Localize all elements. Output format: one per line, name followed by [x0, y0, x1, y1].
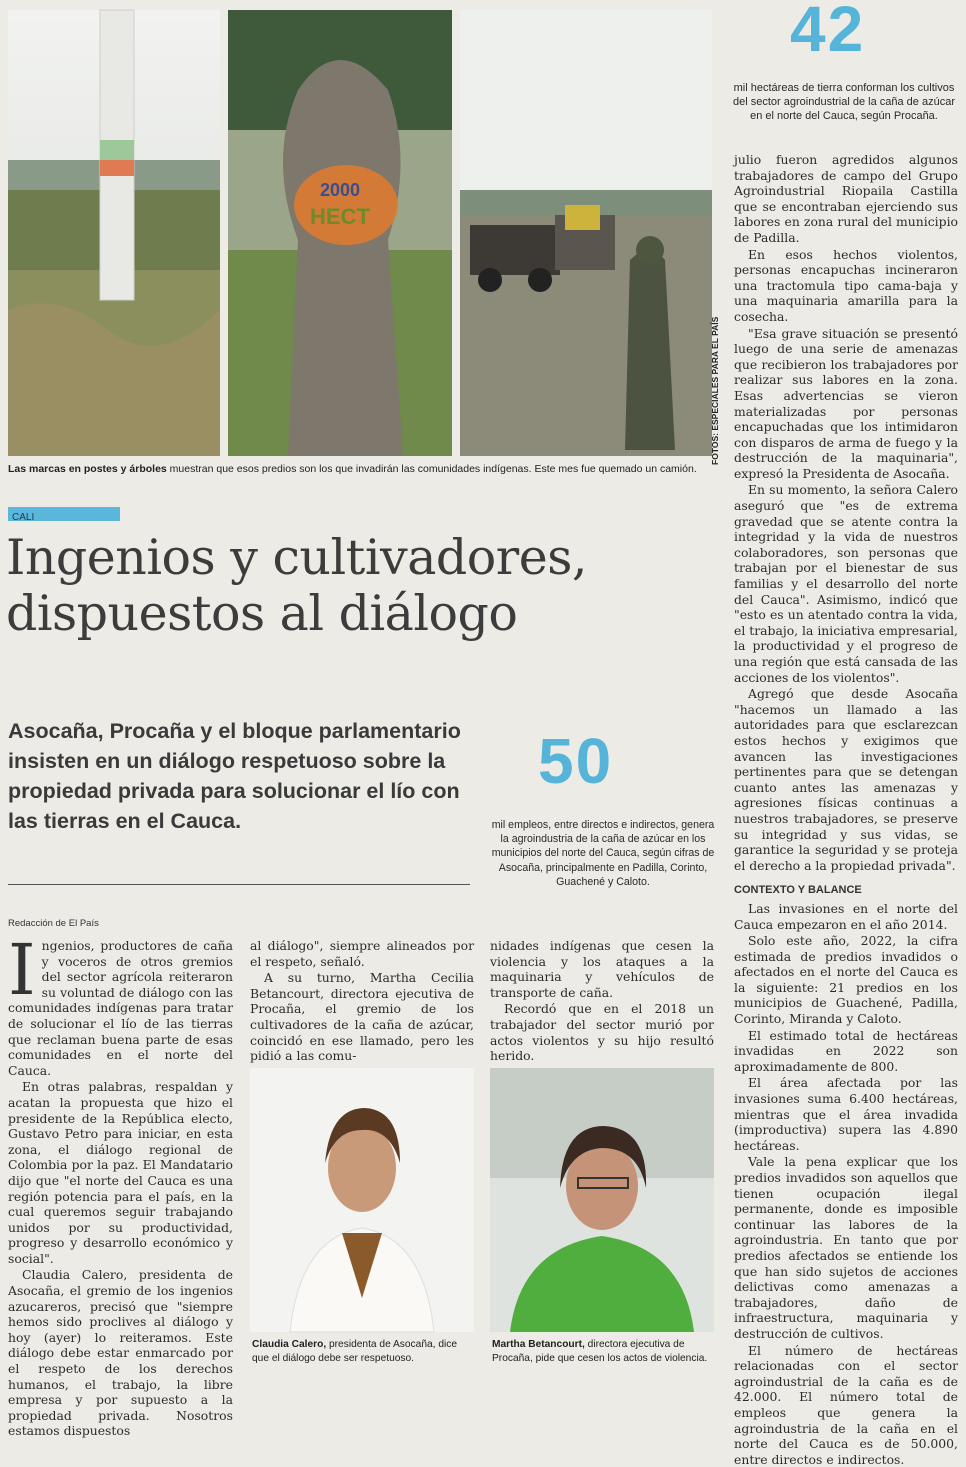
col4-paragraph-2: En esos hechos violentos, personas encapuchas incineraron una tractomula tipo cama-baja y una maquinaria amarilla para la cosecha.	[734, 246, 958, 324]
column-2	[250, 938, 474, 1064]
col3-paragraph-1: nidades indígenas que cesen la violencia y los ataques a la maquinaria y vehículos de transporte de caña.	[490, 938, 714, 1000]
stat-42-text: mil hectáreas de tierra conforman los cultivos del sector agroindustrial de la caña de azúcar en el norte del Cauca, según Procaña.	[733, 82, 955, 123]
betancourt-portrait	[490, 1068, 714, 1332]
col4-paragraph-6: Las invasiones en el norte del Cauca empezaron en el año 2014.	[734, 900, 958, 932]
col4-paragraph-10: Vale la pena explicar que los predios invadidos son aquellos que tienen ocupación ilegal permanente, donde es imposible continuar las labores de la agroindustria. En tanto que por predios afectados se entiende los que han sido sujetos de acciones delictivas como amenazas a trabajadores, daño de infraestructura, maquinaria y destrucción de cultivos.	[734, 1154, 958, 1341]
section-tag-label: CALI	[12, 512, 35, 523]
calero-caption-name: Claudia Calero,	[252, 1339, 327, 1350]
col4-paragraph-7: Solo este año, 2022, la cifra estimada de predios invadidos o afectados en el norte del Cauca es la siguiente: 21 predios en los municipios de Guachené, Padilla, Corinto, Miranda y Caloto.	[734, 933, 958, 1027]
column-3	[490, 938, 714, 1080]
col4-paragraph-11: El número de hectáreas relacionadas con el sector agroindustrial de la caña es de 42.000. El número total de empleos que genera la agroindustria de la caña en el norte del Cauca es de 50.000, entre directos e indirectos.	[734, 1342, 958, 1467]
col2-paragraph-1: al diálogo", siempre alineados por el respeto, señaló.	[250, 938, 474, 969]
headline	[6, 530, 726, 642]
tree-paint-text-2: HECT	[310, 204, 370, 229]
col1-paragraph-1: ngenios, productores de caña y voceros de otros gremios del sector agrícola reiteraron su voluntad de diálogo con las comunidades indígenas para tratar de solucionar el lío de las tierras que reclaman buena parte de esas comunidades en el norte del Cauca.	[8, 938, 233, 1078]
photo-caption-text: muestran que esos predios son los que invadirán las comunidades indígenas. Este mes fue quemado un camión.	[166, 463, 697, 475]
photo-caption	[8, 462, 708, 476]
col4-paragraph-1: julio fueron agredidos algunos trabajadores de campo del Grupo Agroindustrial Riopaila Castilla que se encontraban ejerciendo sus labores en zona rural del municipio de Padilla.	[734, 152, 958, 245]
dropcap: I	[8, 929, 36, 1011]
headline-line-2: dispuestos al diálogo	[6, 585, 518, 642]
calero-caption-text: presidenta de Asocaña, dice que el diálogo debe ser respetuoso.	[252, 1339, 458, 1364]
col1-paragraph-2: En otras palabras, respaldan y acatan la propuesta que hizo el presidente de la República electo, Gustavo Petro para iniciar, en esta zona, el diálogo regional de Colombia por la paz. El Mandatario dijo que "el norte del Cauca es una región potencia para el país, en la cual queremos seguir trabajando unidos por su productividad, progreso y desarrollo económico y social".	[8, 1079, 233, 1266]
context-subhead: CONTEXTO Y BALANCE	[734, 884, 862, 897]
pole-with-paint-marks-illustration	[8, 10, 220, 456]
stat-50-text: mil empleos, entre directos e indirectos, genera la agroindustria de la caña de azúcar en los municipios del norte del Cauca, según cifras de Asocaña, principalmente en Padilla, Corinto, Guachené y Caloto.	[491, 819, 715, 888]
byline: Redacción de El País	[8, 918, 99, 929]
section-tag	[8, 507, 120, 521]
photo-caption-bold: Las marcas en postes y árboles	[8, 463, 167, 475]
col1-paragraph-3: Claudia Calero, presidenta de Asocaña, el gremio de los ingenios azucareros, precisó que "siempre hemos sido proclives al diálogo y hoy (ayer) lo reiteramos. Este diálogo debe estar enmarcado por el respeto de los derechos humanos, el trabajo, la libre empresa y por supuesto a la propiedad privada. Nosotros estamos dispuestos	[8, 1267, 233, 1439]
column-1	[8, 929, 233, 1439]
tree-with-paint-mark-illustration	[228, 10, 452, 456]
col4-paragraph-5: Agregó que desde Asocaña "hacemos un llamado a las autoridades para que esclarezcan estos hechos y exigimos que avancen las investigaciones pertinentes para que se detengan cuanto antes las amenazas y agresiones físicas continuas a nuestros trabajadores, se preserve su integridad y sus vidas, se garantice la seguridad y se proteja el derecho a la propiedad privada".	[734, 686, 958, 873]
subhead: Asocaña, Procaña y el bloque parlamentario insisten en un diálogo respetuoso sobre la propiedad privada para solucionar el lío con las tierras en el Cauca.	[8, 719, 461, 833]
pole-photo	[8, 10, 220, 456]
col4-paragraph-4: En su momento, la señora Calero aseguró que "es de extrema gravedad que se atente contra la integridad y la vida de nuestros colaboradores, son personas que trabajan por el bienestar de sus familias y el desarrollo del norte del Cauca". Asimismo, indicó que "esto es un atentado contra la vida, el trabajo, la iniciativa empresarial, la productividad y el progreso de una región que está cansada de las acciones de los violentos".	[734, 482, 958, 685]
tree-photo	[228, 10, 452, 456]
photo-credit: FOTOS: ESPECIALES PARA EL PAÍS	[710, 316, 720, 465]
headline-line-1: Ingenios y cultivadores,	[6, 529, 587, 586]
calero-portrait	[250, 1068, 474, 1332]
truck-photo	[460, 10, 720, 465]
col3-paragraph-2: Recordó que en el 2018 un trabajador del sector murió por actos violentos y su hijo resultó herido.	[490, 1001, 714, 1064]
col4-paragraph-9: El área afectada por las invasiones suma 6.400 hectáreas, mientras que el área invadida (improductiva) supera las 4.890 hectáreas.	[734, 1075, 958, 1153]
calero-caption	[252, 1338, 474, 1365]
stat-42-number: 42	[790, 0, 866, 65]
column-4	[734, 152, 958, 1467]
tree-paint-text-1: 2000	[320, 180, 361, 200]
woman-portrait-illustration-2	[490, 1068, 714, 1332]
woman-portrait-illustration	[250, 1068, 474, 1332]
betancourt-caption-text: directora ejecutiva de Procaña, pide que cesen los actos de violencia.	[492, 1339, 708, 1364]
subhead-divider	[8, 884, 470, 885]
betancourt-caption-name: Martha Betancourt,	[492, 1339, 585, 1350]
betancourt-caption	[492, 1338, 716, 1365]
col4-paragraph-3: "Esa grave situación se presentó luego de una serie de amenazas que recibieron los trabajadores por realizar sus labores en la zona. Esas advertencias se vieron materializadas por personas encapuchadas que los intimidaron con disparos de arma de fuego y la destrucción de la maquinaria", expresó la Presidenta de Asocaña.	[734, 325, 958, 481]
col2-paragraph-2: A su turno, Martha Cecilia Betancourt, directora ejecutiva de Procaña, el gremio de los cultivadores de la caña de azúcar, coincidó en ese llamado, pero les pidió a las comu-	[250, 970, 474, 1064]
stat-50-number: 50	[538, 725, 614, 797]
col4-paragraph-8: El estimado total de hectáreas invadidas en 2022 son aproximadamente de 800.	[734, 1027, 958, 1074]
burned-truck-illustration	[460, 10, 712, 456]
